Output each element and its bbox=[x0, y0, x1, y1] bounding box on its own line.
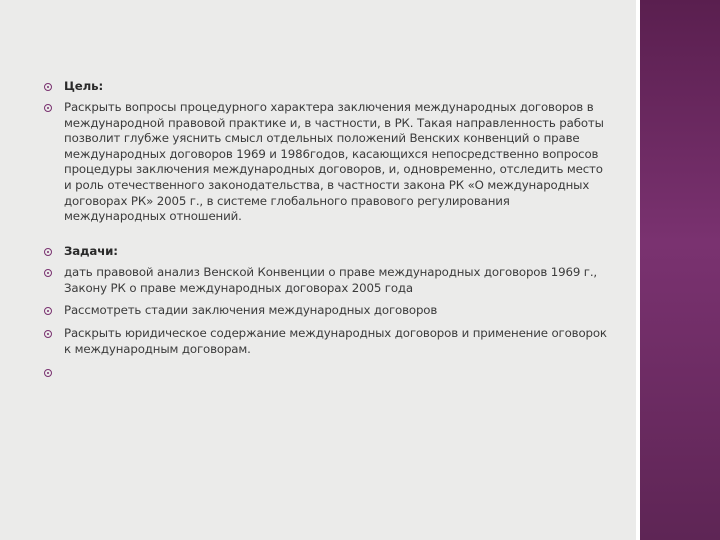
bullet-circle-icon bbox=[44, 330, 52, 338]
bullet-circle-icon bbox=[44, 83, 52, 91]
bullet-circle-icon bbox=[44, 307, 52, 315]
goal-heading: Цель: bbox=[64, 79, 104, 93]
decorative-side-panel bbox=[640, 0, 720, 540]
tasks-heading: Задачи: bbox=[64, 244, 118, 258]
task-2-text: Рассмотреть стадии заключения международных договоров bbox=[64, 303, 438, 317]
task-1-text: дать правовой анализ Венской Конвенции о праве международных договоров 1969 г., Закону РК о праве международных договорах 2005 года bbox=[64, 265, 598, 295]
bullet-circle-icon bbox=[44, 248, 52, 256]
bullet-circle-icon bbox=[44, 269, 52, 277]
task-3-text: Раскрыть юридическое содержание международных договоров и применение оговорок к международным договорам. bbox=[64, 326, 607, 356]
bullet-circle-icon bbox=[44, 104, 52, 112]
goal-text: Раскрыть вопросы процедурного характера заключения международных договоров в международной правовой практике и, в частности, в РК. Такая направленность работы позволит глубже уяснить смысл отдельных положений Венских конвенций о праве международных договоров 1969 и 1986годов, касающихся непосредственно вопросов процедуры заключения международных договоров, и, одновременно, отследить место и роль отечественного законодательства, в частности закона РК «О международных договорах РК» 2005 г., в системе глобального правового регулирования международных отношений. bbox=[64, 100, 604, 224]
bullet-circle-icon bbox=[44, 369, 52, 377]
